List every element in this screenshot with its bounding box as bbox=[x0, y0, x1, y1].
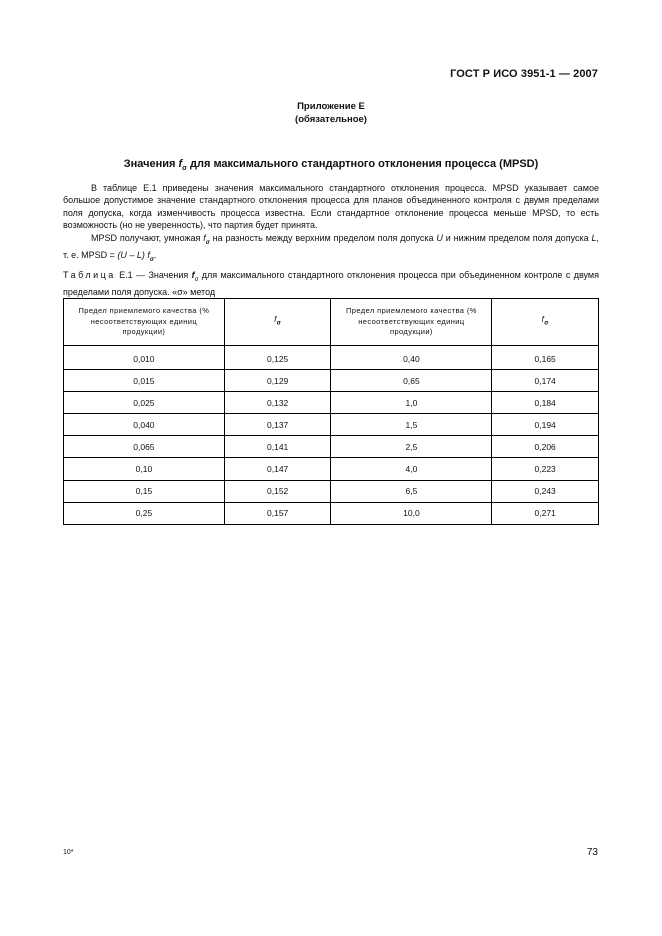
table-cell: 0,152 bbox=[224, 480, 331, 502]
table-cell: 0,147 bbox=[224, 458, 331, 480]
sigma-subscript: σ bbox=[149, 256, 154, 263]
appendix-title: Приложение Е bbox=[297, 101, 365, 112]
header-aql-1: Предел приемлемого качества (% несоответствующих единиц продукции) bbox=[64, 299, 225, 346]
table-cell: 0,125 bbox=[224, 346, 331, 370]
appendix-heading bbox=[0, 100, 662, 126]
table-cell: 0,040 bbox=[64, 414, 225, 436]
page-number: 73 bbox=[586, 847, 598, 858]
table-caption-label: Таблица bbox=[63, 270, 116, 280]
table-cell: 1,0 bbox=[331, 392, 492, 414]
table-row bbox=[64, 392, 599, 414]
table-cell: 2,5 bbox=[331, 436, 492, 458]
table-cell: 0,174 bbox=[492, 370, 599, 392]
header-fsigma-2 bbox=[492, 299, 599, 346]
paragraph-1-text: В таблице Е.1 приведены значения максимального стандартного отклонения процесса. MPSD указывает самое большое допустимое значение стандартного отклонения процесса для планов объединенного контроля с двумя пределами поля допуска, когда изменчивость процесса известна. Если стандартное отклонение процесса меньше MPSD, то есть возможность (но не уверенность), что партия будет принята. bbox=[63, 183, 599, 230]
section-title-part: Значения bbox=[123, 158, 179, 170]
table-caption-number: Е.1 — Значения bbox=[115, 270, 192, 280]
table-cell: 0,40 bbox=[331, 346, 492, 370]
table-cell: 0,129 bbox=[224, 370, 331, 392]
table-cell: 10,0 bbox=[331, 502, 492, 524]
header-aql-2: Предел приемлемого качества (% несоответствующих единиц продукции) bbox=[331, 299, 492, 346]
paragraph-2-text: . bbox=[153, 250, 157, 261]
table-body bbox=[64, 346, 599, 525]
paragraph-2-text: , т. е. MPSD = bbox=[63, 233, 600, 261]
table-cell: 0,010 bbox=[64, 346, 225, 370]
section-title bbox=[0, 158, 662, 172]
table-cell: 0,243 bbox=[492, 480, 599, 502]
f-sigma-symbol: f bbox=[541, 315, 545, 324]
table-cell: 0,15 bbox=[64, 480, 225, 502]
footer-note: 10* bbox=[63, 849, 74, 856]
table-row bbox=[64, 346, 599, 370]
table-caption-text: для максимального стандартного отклонения процесса при объединенном контроле с двумя пределами поля допуска. «σ» метод bbox=[63, 270, 599, 298]
table-cell: 0,141 bbox=[224, 436, 331, 458]
f-sigma-symbol: f bbox=[274, 315, 277, 324]
table-cell: 0,025 bbox=[64, 392, 225, 414]
sigma-subscript: σ bbox=[276, 320, 282, 327]
table-cell: 0,25 bbox=[64, 502, 225, 524]
table-cell: 0,65 bbox=[331, 370, 492, 392]
fsigma-table bbox=[63, 298, 599, 525]
f-sigma-symbol: f bbox=[191, 270, 195, 280]
table-header-row bbox=[64, 299, 599, 346]
section-title-part: для максимального стандартного отклонения процесса (MPSD) bbox=[186, 158, 539, 170]
table-cell: 0,206 bbox=[492, 436, 599, 458]
table-cell: 1,5 bbox=[331, 414, 492, 436]
table-cell: 0,194 bbox=[492, 414, 599, 436]
table-cell: 0,132 bbox=[224, 392, 331, 414]
table-row bbox=[64, 370, 599, 392]
mpsd-formula: (U – L) f bbox=[117, 250, 150, 261]
table-row bbox=[64, 436, 599, 458]
sigma-subscript: σ bbox=[205, 239, 210, 246]
table-row bbox=[64, 458, 599, 480]
table-caption bbox=[63, 269, 599, 298]
table-row bbox=[64, 480, 599, 502]
section-title-subscript: σ bbox=[182, 165, 187, 173]
appendix-status: (обязательное) bbox=[295, 114, 367, 125]
table-cell: 6,5 bbox=[331, 480, 492, 502]
table-cell: 0,137 bbox=[224, 414, 331, 436]
paragraph-2 bbox=[63, 232, 599, 266]
section-title-symbol: f bbox=[178, 158, 183, 170]
document-number: ГОСТ Р ИСО 3951-1 — 2007 bbox=[450, 68, 598, 80]
table-cell: 0,065 bbox=[64, 436, 225, 458]
upper-limit-symbol: U bbox=[436, 233, 443, 243]
sigma-subscript: σ bbox=[194, 276, 199, 283]
sigma-subscript: σ bbox=[544, 320, 549, 327]
table-cell: 0,157 bbox=[224, 502, 331, 524]
table-cell: 0,10 bbox=[64, 458, 225, 480]
f-sigma-symbol: f bbox=[203, 233, 206, 243]
table-cell: 0,271 bbox=[492, 502, 599, 524]
lower-limit-symbol: L bbox=[591, 233, 597, 243]
paragraph-2-text: на разность между верхним пределом поля допуска bbox=[209, 233, 437, 243]
table-cell: 0,165 bbox=[492, 346, 599, 370]
table-cell: 4,0 bbox=[331, 458, 492, 480]
table-cell: 0,184 bbox=[492, 392, 599, 414]
table-row bbox=[64, 502, 599, 524]
table-cell: 0,223 bbox=[492, 458, 599, 480]
paragraph-2-text: MPSD получают, умножая bbox=[91, 233, 204, 243]
paragraph-1 bbox=[63, 182, 599, 231]
table-cell: 0,015 bbox=[64, 370, 225, 392]
table-row bbox=[64, 414, 599, 436]
header-fsigma-1 bbox=[224, 299, 331, 346]
paragraph-2-text: и нижним пределом поля допуска bbox=[442, 233, 592, 243]
